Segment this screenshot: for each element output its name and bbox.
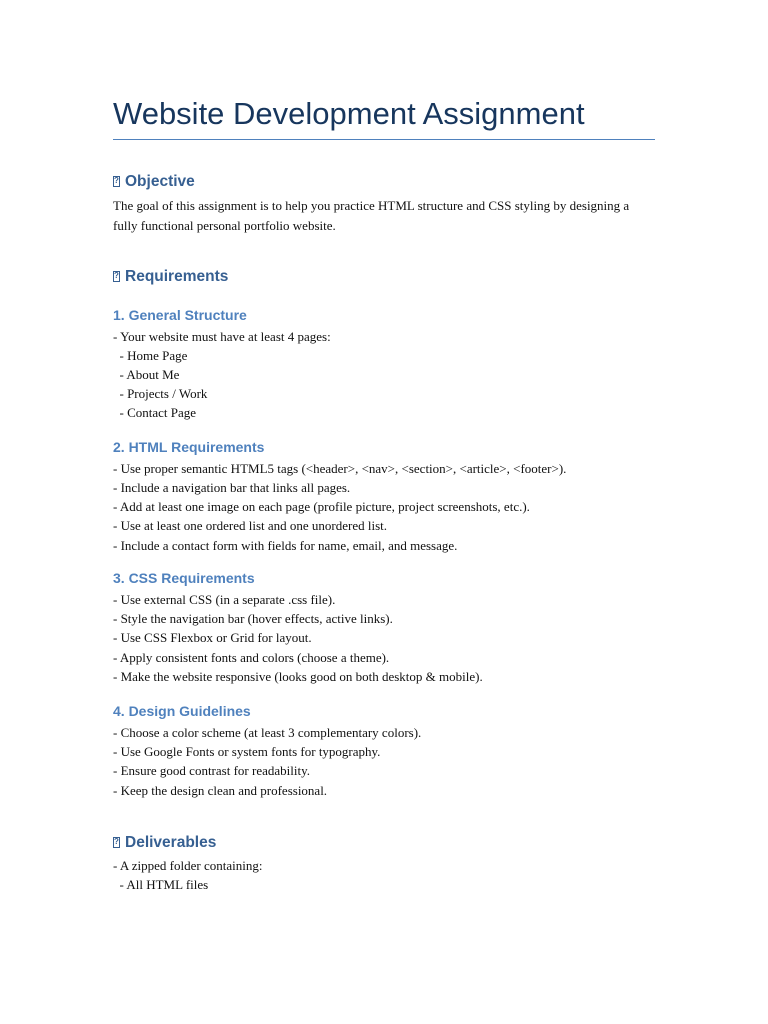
list-item: - Ensure good contrast for readability.	[113, 763, 310, 778]
subsection-heading-design-guidelines: 4. Design Guidelines	[113, 703, 251, 719]
list-item: - Add at least one image on each page (profile picture, project screenshots, etc.).	[113, 499, 530, 514]
section-heading-requirements	[113, 266, 228, 288]
list-item: - Use external CSS (in a separate .css file).	[113, 592, 336, 607]
list-item: - Apply consistent fonts and colors (choose a theme).	[113, 650, 390, 665]
deliverables-heading-text: Deliverables	[125, 834, 217, 851]
list-item: - Choose a color scheme (at least 3 complementary colors).	[113, 725, 422, 740]
list-item: - About Me	[113, 367, 180, 382]
objective-heading-text: Objective	[125, 173, 195, 190]
list-item: - Include a navigation bar that links all pages.	[113, 480, 351, 495]
list-item: - Use proper semantic HTML5 tags (<header>, <nav>, <section>, <article>, <footer>).	[113, 461, 567, 476]
list-item: - Make the website responsive (looks good on both desktop & mobile).	[113, 669, 483, 684]
list-item: - Use CSS Flexbox or Grid for layout.	[113, 630, 312, 645]
list-item: - Use at least one ordered list and one unordered list.	[113, 518, 387, 533]
section-heading-deliverables	[113, 832, 216, 854]
list-item: - Use Google Fonts or system fonts for typography.	[113, 744, 381, 759]
list-item: - Style the navigation bar (hover effects, active links).	[113, 611, 393, 626]
list-item: - Home Page	[113, 348, 188, 363]
title-underline	[113, 139, 655, 140]
missing-glyph-icon	[113, 176, 120, 187]
list-item: - Keep the design clean and professional.	[113, 783, 328, 798]
list-item: - All HTML files	[113, 877, 209, 892]
missing-glyph-icon	[113, 271, 120, 282]
requirements-heading-text: Requirements	[125, 268, 229, 285]
subsection-heading-general-structure: 1. General Structure	[113, 307, 247, 323]
objective-text: The goal of this assignment is to help you practice HTML structure and CSS styling by designing a fully functional personal portfolio website.	[113, 198, 630, 233]
document-title: Website Development Assignment	[113, 96, 585, 131]
section-heading-objective	[113, 171, 195, 193]
list-item: - A zipped folder containing:	[113, 858, 263, 873]
subsection-heading-css-requirements: 3. CSS Requirements	[113, 570, 255, 586]
list-item: - Projects / Work	[113, 386, 208, 401]
list-item: - Your website must have at least 4 pages:	[113, 329, 331, 344]
missing-glyph-icon	[113, 837, 120, 848]
list-item: - Contact Page	[113, 405, 197, 420]
list-item: - Include a contact form with fields for name, email, and message.	[113, 538, 458, 553]
subsection-heading-html-requirements: 2. HTML Requirements	[113, 439, 265, 455]
